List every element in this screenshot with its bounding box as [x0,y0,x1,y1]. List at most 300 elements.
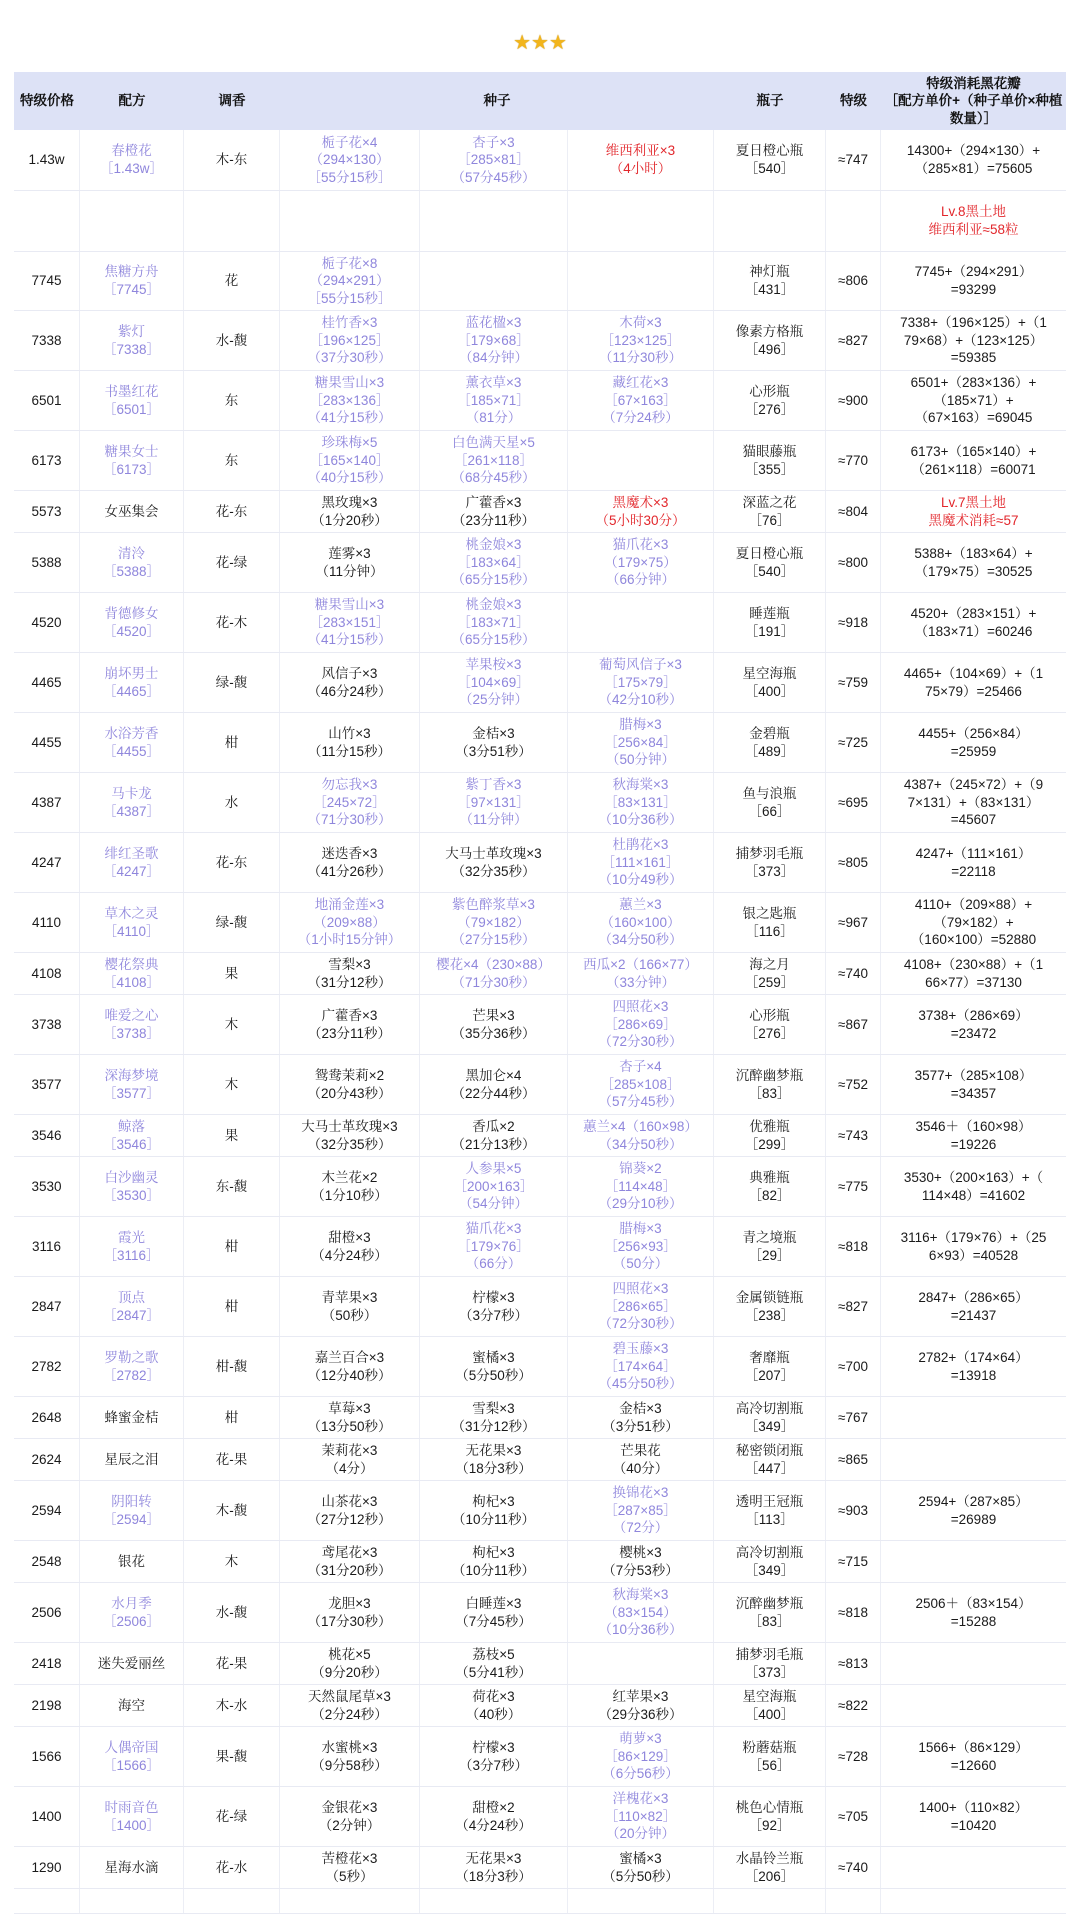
recipe-cell: 崩坏男士 ［4465］ [80,653,184,712]
tier-cell: ≈767 [826,1397,881,1438]
tier-cell: ≈775 [826,1157,881,1216]
cost-cell: 4247+（111×161） =22118 [915,845,1032,879]
price-cell: 7338 [14,311,80,370]
seed-2-cell: 荷花×3 （40秒） [420,1685,568,1726]
cost-cell: 3577+（285×108） =34357 [914,1067,1033,1101]
seed-3-cell: 秋海棠×3 （83×154） （10分36秒） [568,1583,714,1642]
price-cell: 2198 [14,1685,80,1726]
tier-cell: ≈827 [826,311,881,370]
seed-3-cell [568,252,714,310]
bottle-cell: 沉醉幽梦瓶 ［83］ [714,1583,826,1642]
table-row [14,1685,1066,1727]
seed-2-cell: 蜜橘×3 （5分50秒） [420,1337,568,1396]
cost-cell: 3546＋（160×98） =19226 [915,1118,1032,1152]
seed-2-cell: 枸杞×3 （10分11秒） [420,1481,568,1540]
table-row [14,1727,1066,1787]
bottle-cell: 鱼与浪瓶 ［66］ [714,773,826,832]
tier-cell [826,191,881,251]
seed-3-cell: 杜鹃花×3 ［111×161］ （10分49秒） [568,833,714,892]
scent-cell: 木 [184,1055,280,1114]
price-cell: 5388 [14,533,80,592]
tier-cell: ≈818 [826,1583,881,1642]
tier-cell: ≈818 [826,1217,881,1276]
tier-cell: ≈804 [826,491,881,532]
seed-2-cell [420,191,568,251]
seed-3-cell: 黑魔术×3 （5小时30分） [568,491,714,532]
seed-2-cell: 柠檬×3 （3分7秒） [420,1727,568,1786]
scent-cell [184,191,280,251]
table-row [14,491,1066,533]
table-row [14,1889,1066,1914]
tier-cell: ≈725 [826,713,881,772]
scent-cell: 柑 [184,713,280,772]
table-row [14,653,1066,713]
cost-cell: 2594+（287×85） =26989 [918,1493,1029,1527]
table-row [14,893,1066,953]
cost-cell: 4110+（209×88）+ （79×182）+ （160×100）=52880 [910,897,1037,948]
seed-3-cell: 锦葵×2 ［114×48］ （29分10秒） [568,1157,714,1216]
table-body [14,130,1066,1914]
seed-3-cell: 维西利亚×3 （4小时） [568,130,714,190]
cost-cell: 4387+（245×72）+（9 7×131）+（83×131） =45607 [903,777,1044,828]
seed-1-cell: 甜橙×3 （4分24秒） [280,1217,420,1276]
price-cell [14,191,80,251]
seed-1-cell: 栀子花×8 （294×291） ［55分15秒］ [280,252,420,310]
seed-1-cell: 栀子花×4 （294×130） ［55分15秒］ [280,130,420,190]
price-cell: 6173 [14,431,80,490]
bottle-cell: 典雅瓶 ［82］ [714,1157,826,1216]
table-row [14,593,1066,653]
price-cell: 1290 [14,1847,80,1888]
cost-cell: 3530+（200×163）+（ 114×48）=41602 [903,1169,1044,1203]
tier-cell: ≈740 [826,953,881,994]
table-header [14,72,1066,130]
recipe-cell: 星海水滴 [80,1847,184,1888]
seed-3-cell: 红苹果×3 （29分36秒） [568,1685,714,1726]
scent-cell [184,1889,280,1913]
tier-cell: ≈867 [826,995,881,1054]
seed-2-cell: 白色满天星×5 ［261×118］ （68分45秒） [420,431,568,490]
tier-cell: ≈822 [826,1685,881,1726]
seed-3-cell [568,191,714,251]
seed-2-cell: 无花果×3 （18分3秒） [420,1439,568,1480]
bottle-cell: 金属锁链瓶 ［238］ [714,1277,826,1336]
scent-cell: 花-果 [184,1439,280,1480]
recipe-cell: 罗勒之歌 ［2782］ [80,1337,184,1396]
seed-1-cell: 珍珠梅×5 ［165×140］ （40分15秒） [280,431,420,490]
table-row [14,1643,1066,1685]
cost-cell: 6173+（165×140）+ （261×118）=60071 [910,443,1037,477]
scent-cell: 柑-馥 [184,1337,280,1396]
seed-2-cell: 金桔×3 （3分51秒） [420,713,568,772]
seed-2-cell: 人参果×5 ［200×163］ （54分钟） [420,1157,568,1216]
scent-cell: 水 [184,773,280,832]
bottle-cell: 心形瓶 ［276］ [714,371,826,430]
seed-3-cell: 秋海棠×3 ［83×131］ （10分36秒） [568,773,714,832]
seed-3-cell [568,1889,714,1913]
seed-1-cell: 黑玫瑰×3 （1分20秒） [280,491,420,532]
tier-cell: ≈770 [826,431,881,490]
table-row [14,1439,1066,1481]
seed-1-cell: 苦橙花×3 （5秒） [280,1847,420,1888]
recipe-cell: 女巫集会 [80,491,184,532]
table-row [14,130,1066,191]
price-cell: 3530 [14,1157,80,1216]
bottle-cell: 睡莲瓶 ［191］ [714,593,826,652]
recipe-cell: 水月季 ［2506］ [80,1583,184,1642]
scent-cell: 东-馥 [184,1157,280,1216]
bottle-cell: 星空海瓶 ［400］ [714,653,826,712]
seed-2-cell: 桃金娘×3 ［183×64］ （65分15秒） [420,533,568,592]
seed-1-cell: 莲雾×3 （11分钟） [280,533,420,592]
scent-cell: 花-绿 [184,533,280,592]
seed-1-cell: 金银花×3 （2分钟） [280,1787,420,1846]
scent-cell: 柑 [184,1217,280,1276]
seed-2-cell: 荔枝×5 （5分41秒） [420,1643,568,1684]
cost-cell [881,1541,1066,1582]
seed-2-cell: 大马士革玫瑰×3 （32分35秒） [420,833,568,892]
seed-3-cell: 樱桃×3 （7分53秒） [568,1541,714,1582]
price-cell: 3116 [14,1217,80,1276]
scent-cell: 花 [184,252,280,310]
cost-cell: 1400+（110×82） =10420 [918,1799,1029,1833]
price-cell: 2506 [14,1583,80,1642]
cost-cell: 4465+（104×69）+（1 75×79）=25466 [903,665,1044,699]
table-row [14,713,1066,773]
seed-2-cell: 白睡莲×3 （7分45秒） [420,1583,568,1642]
price-cell: 6501 [14,371,80,430]
seed-1-cell: 糖果雪山×3 ［283×136］ （41分15秒） [280,371,420,430]
bottle-cell: 桃色心情瓶 ［92］ [714,1787,826,1846]
table-row [14,995,1066,1055]
cost-cell [881,1439,1066,1480]
tier-cell: ≈813 [826,1643,881,1684]
seed-2-cell: 苹果桉×3 ［104×69］ （25分钟） [420,653,568,712]
recipe-cell: 焦糖方舟 ［7745］ [80,252,184,310]
scent-cell: 水-馥 [184,311,280,370]
seed-3-cell: 猫爪花×3 （179×75） （66分钟） [568,533,714,592]
price-cell: 4387 [14,773,80,832]
seed-2-cell: 芒果×3 （35分36秒） [420,995,568,1054]
cost-cell [881,1889,1066,1913]
seed-1-cell: 大马士革玫瑰×3 （32分35秒） [280,1115,420,1156]
bottle-cell: 水晶铃兰瓶 ［206］ [714,1847,826,1888]
recipe-cell: 银花 [80,1541,184,1582]
bottle-cell: 沉醉幽梦瓶 ［83］ [714,1055,826,1114]
seed-1-cell: 山茶花×3 （27分12秒） [280,1481,420,1540]
tier-cell: ≈695 [826,773,881,832]
price-cell: 1566 [14,1727,80,1786]
seed-3-cell [568,593,714,652]
seed-3-cell [568,431,714,490]
seed-3-cell: 西瓜×2（166×77） （33分钟） [568,953,714,994]
seed-3-cell: 萌萝×3 ［86×129］ （6分56秒） [568,1727,714,1786]
scent-cell: 绿-馥 [184,893,280,952]
table-row [14,252,1066,311]
table-row [14,953,1066,995]
cost-cell: 4108+（230×88）+（1 66×77）=37130 [903,956,1044,990]
scent-cell: 柑 [184,1277,280,1336]
bottle-cell: 夏日橙心瓶 ［540］ [714,533,826,592]
recipe-cell: 马卡龙 ［4387］ [80,773,184,832]
cost-cell: 4455+（256×84） =25959 [918,725,1029,759]
bottle-cell: 金碧瓶 ［489］ [714,713,826,772]
scent-cell: 绿-馥 [184,653,280,712]
scent-cell: 东 [184,371,280,430]
table-row [14,1787,1066,1847]
seed-3-cell: 芒果花 （40分） [568,1439,714,1480]
seed-2-cell: 杏子×3 ［285×81］ （57分45秒） [420,130,568,190]
price-cell: 4247 [14,833,80,892]
table-row [14,1481,1066,1541]
seed-1-cell [280,191,420,251]
bottle-cell: 猫眼藤瓶 ［355］ [714,431,826,490]
bottle-cell: 优雅瓶 ［299］ [714,1115,826,1156]
bottle-cell: 神灯瓶 ［431］ [714,252,826,310]
recipe-cell: 人偶帝国 ［1566］ [80,1727,184,1786]
recipe-cell: 樱花祭典 ［4108］ [80,953,184,994]
scent-cell: 花-绿 [184,1787,280,1846]
table-row [14,1277,1066,1337]
recipe-cell: 春橙花 ［1.43w］ [80,130,184,190]
bottle-cell: 捕梦羽毛瓶 ［373］ [714,833,826,892]
scent-cell: 水-馥 [184,1583,280,1642]
header-seeds: 种子 [483,93,511,109]
table-row [14,1583,1066,1643]
header-cost: 特级消耗黑花瓣 ［配方单价+（种子单价×种植数量）］ [884,75,1063,126]
price-cell: 1.43w [14,130,80,190]
cost-cell [881,1643,1066,1684]
header-tier: 特级 [840,93,867,109]
table-row [14,1397,1066,1439]
seed-2-cell [420,252,568,310]
table-row [14,431,1066,491]
seed-1-cell: 桃花×5 （9分20秒） [280,1643,420,1684]
seed-3-cell: 四照花×3 ［286×65］ （72分30秒） [568,1277,714,1336]
seed-2-cell: 雪梨×3 （31分12秒） [420,1397,568,1438]
cost-cell: 7745+（294×291） =93299 [914,264,1033,297]
table-row [14,833,1066,893]
price-cell: 4465 [14,653,80,712]
seed-1-cell: 广藿香×3 （23分11秒） [280,995,420,1054]
seed-2-cell: 桃金娘×3 ［183×71］ （65分15秒） [420,593,568,652]
scent-cell: 果 [184,1115,280,1156]
price-cell: 2594 [14,1481,80,1540]
price-cell: 1400 [14,1787,80,1846]
recipe-cell [80,191,184,251]
bottle-cell: 高冷切割瓶 ［349］ [714,1541,826,1582]
cost-cell: 4520+（283×151）+ （183×71）=60246 [910,605,1037,639]
recipe-cell: 顶点 ［2847］ [80,1277,184,1336]
seed-1-cell: 龙胆×3 （17分30秒） [280,1583,420,1642]
seed-3-cell: 木荷×3 ［123×125］ （11分30秒） [568,311,714,370]
seed-3-cell: 腊梅×3 ［256×84］ （50分钟） [568,713,714,772]
seed-1-cell: 天然鼠尾草×3 （2分24秒） [280,1685,420,1726]
recipe-cell: 鲸落 ［3546］ [80,1115,184,1156]
tier-cell: ≈900 [826,371,881,430]
recipe-cell: 水浴芳香 ［4455］ [80,713,184,772]
bottle-cell: 高冷切割瓶 ［349］ [714,1397,826,1438]
table-row [14,1055,1066,1115]
seed-3-cell: 蕙兰×3 （160×100） （34分50秒） [568,893,714,952]
cost-cell [881,1847,1066,1888]
scent-cell: 花-东 [184,833,280,892]
seed-3-cell: 杏子×4 ［285×108］ （57分45秒） [568,1055,714,1114]
tier-cell: ≈705 [826,1787,881,1846]
scent-cell: 花-东 [184,491,280,532]
cost-cell: Lv.7黑土地 黑魔术消耗≈57 [928,494,1019,528]
scent-cell: 果-馥 [184,1727,280,1786]
recipe-cell: 白沙幽灵 ［3530］ [80,1157,184,1216]
tier-cell: ≈903 [826,1481,881,1540]
scent-cell: 木-东 [184,130,280,190]
bottle-cell: 银之匙瓶 ［116］ [714,893,826,952]
tier-cell: ≈827 [826,1277,881,1336]
cost-cell [881,1685,1066,1726]
bottle-cell: 夏日橙心瓶 ［540］ [714,130,826,190]
cost-cell [881,1397,1066,1438]
table-row [14,191,1066,252]
price-cell [14,1889,80,1913]
price-cell: 4520 [14,593,80,652]
recipe-cell: 绯红圣歌 ［4247］ [80,833,184,892]
price-cell: 7745 [14,252,80,310]
seed-1-cell: 鸢尾花×3 （31分20秒） [280,1541,420,1582]
recipe-cell: 蜂蜜金桔 [80,1397,184,1438]
seed-2-cell: 樱花×4（230×88） （71分30秒） [420,953,568,994]
cost-cell: 5388+（183×64）+ （179×75）=30525 [914,545,1033,579]
bottle-cell: 捕梦羽毛瓶 ［373］ [714,1643,826,1684]
price-cell: 2548 [14,1541,80,1582]
seed-1-cell: 嘉兰百合×3 （12分40秒） [280,1337,420,1396]
seed-3-cell: 腊梅×3 ［256×93］ （50分） [568,1217,714,1276]
table-row [14,371,1066,431]
tier-cell: ≈747 [826,130,881,190]
tier-cell: ≈865 [826,1439,881,1480]
price-cell: 2782 [14,1337,80,1396]
recipe-cell: 星辰之泪 [80,1439,184,1480]
recipe-cell [80,1889,184,1913]
price-cell: 3577 [14,1055,80,1114]
seed-1-cell: 风信子×3 （46分24秒） [280,653,420,712]
scent-cell: 花-水 [184,1847,280,1888]
seed-3-cell: 四照花×3 ［286×69］ （72分30秒） [568,995,714,1054]
tier-cell: ≈700 [826,1337,881,1396]
seed-1-cell: 地涌金莲×3 （209×88） （1小时15分钟） [280,893,420,952]
table-row [14,1217,1066,1277]
scent-cell: 花-果 [184,1643,280,1684]
seed-2-cell: 柠檬×3 （3分7秒） [420,1277,568,1336]
bottle-cell [714,191,826,251]
bottle-cell: 透明王冠瓶 ［113］ [714,1481,826,1540]
cost-cell: 2506＋（83×154） =15288 [915,1595,1032,1629]
seed-1-cell: 青苹果×3 （50秒） [280,1277,420,1336]
seed-1-cell: 勿忘我×3 ［245×72］ （71分30秒） [280,773,420,832]
tier-cell [826,1889,881,1913]
seed-1-cell: 木兰花×2 （1分10秒） [280,1157,420,1216]
seed-1-cell: 迷迭香×3 （41分26秒） [280,833,420,892]
cost-cell: 6501+（283×136）+ （185×71）+ （67×163）=69045 [910,375,1037,426]
table-row [14,1115,1066,1157]
tier-cell: ≈743 [826,1115,881,1156]
seed-3-cell: 蜜橘×3 （5分50秒） [568,1847,714,1888]
seed-2-cell: 猫爪花×3 ［179×76］ （66分） [420,1217,568,1276]
bottle-cell: 星空海瓶 ［400］ [714,1685,826,1726]
recipe-cell: 书墨红花 ［6501］ [80,371,184,430]
table-row [14,311,1066,371]
seed-3-cell: 蕙兰×4（160×98） （34分50秒） [568,1115,714,1156]
recipe-cell: 背德修女 ［4520］ [80,593,184,652]
seed-2-cell: 广藿香×3 （23分11秒） [420,491,568,532]
recipe-cell: 紫灯 ［7338］ [80,311,184,370]
scent-cell: 木-水 [184,1685,280,1726]
bottle-cell [714,1889,826,1913]
bottle-cell: 心形瓶 ［276］ [714,995,826,1054]
table-row [14,773,1066,833]
recipe-cell: 唯爱之心 ［3738］ [80,995,184,1054]
seed-2-cell [420,1889,568,1913]
tier-cell: ≈752 [826,1055,881,1114]
table-row [14,1541,1066,1583]
bottle-cell: 像素方格瓶 ［496］ [714,311,826,370]
bottle-cell: 青之境瓶 ［29］ [714,1217,826,1276]
bottle-cell: 粉蘑菇瓶 ［56］ [714,1727,826,1786]
price-cell: 4108 [14,953,80,994]
cost-cell: 2847+（286×65） =21437 [918,1289,1029,1323]
scent-cell: 木-馥 [184,1481,280,1540]
recipe-cell: 海空 [80,1685,184,1726]
seed-1-cell [280,1889,420,1913]
header-recipe: 配方 [118,93,146,109]
tier-cell: ≈740 [826,1847,881,1888]
scent-cell: 东 [184,431,280,490]
cost-cell: 1566+（86×129） =12660 [918,1739,1029,1773]
tier-cell: ≈805 [826,833,881,892]
seed-2-cell: 无花果×3 （18分3秒） [420,1847,568,1888]
recipe-cell: 时雨音色 ［1400］ [80,1787,184,1846]
seed-3-cell: 金桔×3 （3分51秒） [568,1397,714,1438]
table-row [14,533,1066,593]
tier-cell: ≈715 [826,1541,881,1582]
recipe-cell: 霞光 ［3116］ [80,1217,184,1276]
tier-cell: ≈759 [826,653,881,712]
recipe-cell: 草木之灵 ［4110］ [80,893,184,952]
seed-2-cell: 蓝花楹×3 ［179×68］ （84分钟） [420,311,568,370]
cost-cell: Lv.8黑土地 维西利亚≈58粒 [928,204,1019,237]
tier-cell: ≈728 [826,1727,881,1786]
seed-1-cell: 鸳鸯茉莉×2 （20分43秒） [280,1055,420,1114]
cost-cell: 3738+（286×69） =23472 [918,1007,1029,1041]
price-cell: 2418 [14,1643,80,1684]
seed-1-cell: 茉莉花×3 （4分） [280,1439,420,1480]
recipe-table [14,72,1066,1914]
recipe-cell: 阴阳转 ［2594］ [80,1481,184,1540]
price-cell: 2624 [14,1439,80,1480]
seed-2-cell: 紫色醉浆草×3 （79×182） （27分15秒） [420,893,568,952]
seed-3-cell: 藏红花×3 ［67×163］ （7分24秒） [568,371,714,430]
seed-1-cell: 雪梨×3 （31分12秒） [280,953,420,994]
tier-cell: ≈918 [826,593,881,652]
tier-cell: ≈800 [826,533,881,592]
seed-2-cell: 甜橙×2 （4分24秒） [420,1787,568,1846]
header-scent: 调香 [218,93,246,109]
table-row [14,1337,1066,1397]
seed-1-cell: 糖果雪山×3 ［283×151］ （41分15秒） [280,593,420,652]
seed-3-cell: 葡萄风信子×3 ［175×79］ （42分10秒） [568,653,714,712]
seed-2-cell: 枸杞×3 （10分11秒） [420,1541,568,1582]
price-cell: 5573 [14,491,80,532]
recipe-cell: 清泠 ［5388］ [80,533,184,592]
